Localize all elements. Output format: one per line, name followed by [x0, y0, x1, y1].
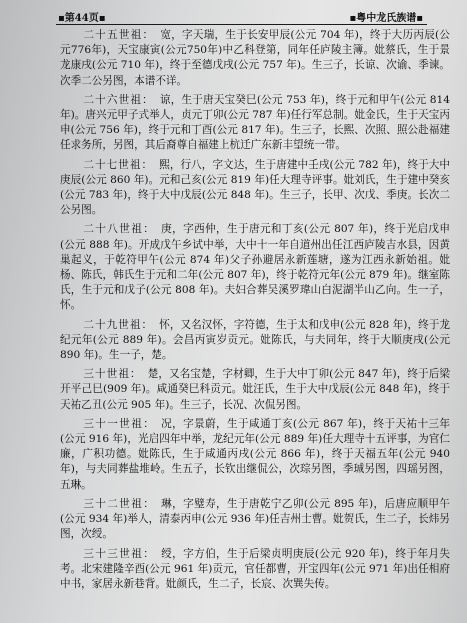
- generation-label: 三十世祖：: [83, 368, 142, 381]
- genealogy-entry-31: [60, 417, 450, 493]
- entry-text: 熙，行八，字文达，生于唐建中壬戌(公元 782 年)，终于大中庚辰(公元 860 年)。元和己亥(公元 819 年)任大理寺评事。妣刘氏，生于建中癸亥(公元 783 年)，终于大中戊辰(公元 848 年)。生三子，长甲、次戊、季庚。长次二公另图。: [60, 158, 450, 217]
- entry-text: 琳，字璧寿，生于唐乾宁乙卯(公元 895 年)，后唐应顺甲午(公元 934 年)举人，清泰丙申(公元 936 年)任吉州士曹。妣贺氏，生二子，长炜另图，次绶。: [60, 497, 450, 541]
- genealogy-entry-30: [60, 367, 450, 413]
- entry-text: 谅，生于唐天宝癸巳(公元 753 年)，终于元和甲午(公元 814 年)。唐兴元甲子式举人，贞元丁卯(公元 787 年)任行军总制。妣金氏，生于天宝丙申(公元 756 年)，终于元和丁酉(公元 817 年)。生三子，长熙、次照、照公赴福建任求务所，另图，其后裔尊自福建上杭迁广东新丰望统一带。: [60, 93, 450, 152]
- genealogy-entry-33: [60, 547, 450, 593]
- genealogy-entry-28: [60, 222, 450, 313]
- genealogy-entry-25: [60, 28, 450, 89]
- entry-text: 庚，字西仲，生于唐元和丁亥(公元 807 年)，终于光启戊申(公元 888 年)。开成戊午乡试中举，大中十一年自道州出任江西庐陵吉水县，因黄巢起义，于乾符甲午(公元 874 年)父子孙避居永新莲塘，遂为江西永新始祖。妣杨、陈氏，韩氏生于元和二年(公元 807 年)，终于乾符元年(公元 879 年)。继室陈氏，生于元和戊子(公元 808 年)。夫妇合葬吴溪罗瑋山白泥湖半山乙向。生一子，怀。: [60, 223, 450, 312]
- entry-text: 宽，字天瑞，生于长安甲辰(公元 704 年)，终于大历丙辰(公元776年)，天宝康寅(公元750年)中乙科登第，同年任庐陵主簿。妣蔡氏，生于景龙康戌(公元 710 年)，终于至德戊戌(公元 757 年)。生三子，长谅、次谕、季谏。次季二公另图，本谱不详。: [60, 29, 451, 87]
- genealogy-entry-26: [60, 93, 450, 154]
- entry-text: 楚，又名宝楚，字材卿，生于大中丁卯(公元 847 年)，终于后梁开平己巳(909 年)。咸通癸巳科贡元。妣汪氏，生于大中戊辰(公元 848 年)，终于天祐乙丑(公元 905 年)。生三子，长况、次侃另图。: [60, 368, 450, 411]
- book-title: ▪粤中龙氏族谱▪: [349, 13, 423, 24]
- generation-label: 二十八世祖：: [83, 223, 156, 236]
- page-number: ▪第44页▪: [58, 13, 106, 24]
- generation-label: 二十五世祖：: [83, 29, 155, 41]
- genealogy-text: [60, 28, 450, 596]
- generation-label: 三十三世祖：: [83, 547, 156, 560]
- generation-label: 二十六世祖：: [83, 93, 154, 106]
- entry-text: 怀，又名汉怀，字符德，生于太和戊申(公元 828 年)，终于龙纪元年(公元 889 年)。会昌丙寅岁贡元。妣陈氏，与夫同年，终于大顺庚戌(公元 890 年)。生一子，楚。: [60, 318, 450, 362]
- generation-label: 二十九世祖：: [83, 318, 154, 331]
- genealogy-entry-27: [60, 158, 450, 219]
- generation-label: 三十二世祖：: [83, 497, 156, 510]
- generation-label: 二十七世祖：: [83, 158, 154, 171]
- generation-label: 三十一世祖：: [83, 417, 156, 430]
- entry-text: 绶，字方伯，生于后梁贞明庚辰(公元 920 年)，终于年月失考。北宋建隆辛酉(公元 961 年)贡元，官任都曹，开宝四年(公元 971 年)出任相府中书，家居永新巷背。妣颜氏，生二子，长宸、次巽失传。: [60, 547, 450, 590]
- genealogy-entry-32: [60, 497, 450, 543]
- genealogy-entry-29: [60, 318, 450, 364]
- entry-text: 况，字景蔚，生于咸通丁亥(公元 867 年)，终于天祐十三年(公元 916 年)，光启四年中举，龙纪元年(公元 889 年)任大理寺十五评事，为官仁廉，广积功德。妣陈氏，生于咸通丙戌(公元 866 年)，终于天福五年(公元 940 年)，与夫同葬盐堆岭。生五子，长钦出继侃公，次琮另图，季珹另图，四瑶另图，五琳。: [60, 417, 450, 491]
- page-header: [56, 8, 427, 25]
